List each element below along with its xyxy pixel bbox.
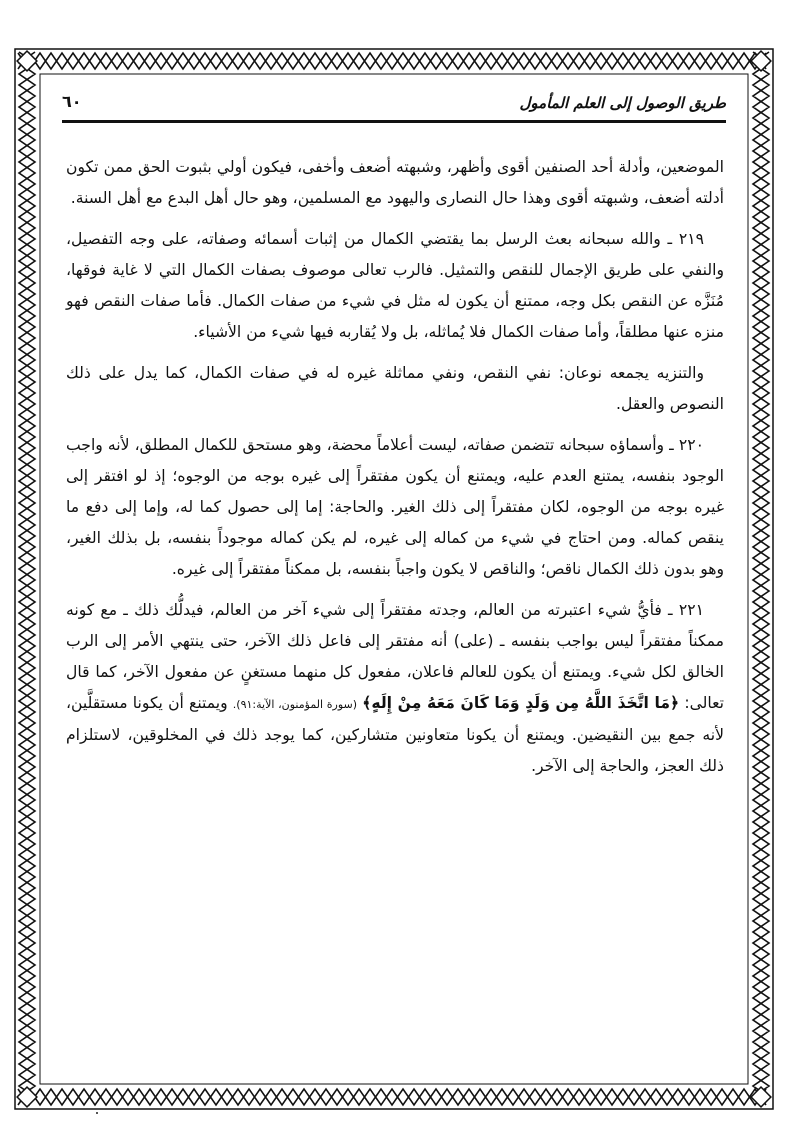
paragraph-text: ٢٢١ ـ فأيُّ شيء اعتبرته من العالم، وجدته مفتقراً إلى شيء آخر من العالم، فيدلُّك ذلك ـ مع كونه ممكناً مفتقراً ليس بواجب بنفسه ـ (على) أنه مفتقر إلى فاعل ذلك الآخر، حتى ينتهي الأمر إلى الرب الخالق لكل شيء. ويمتنع أن يكون للعالم فاعلان، مفعول كل منهما مستغنٍ عن مفعول الآخر، كما قال تعالى: [66, 601, 724, 712]
paragraph-text: ويمتنع أن يكونا مستقلَّين، لأنه جمع بين النقيضين. ويمتنع أن يكونا متعاونين متشاركين، كما يوجد ذلك في المخلوقين، لاستلزام ذلك العجز، والحاجة إلى الآخر. [66, 694, 724, 775]
running-title: طريق الوصول إلى العلم المأمول [519, 94, 726, 112]
scan-speck [96, 1112, 98, 1114]
page-body [66, 152, 724, 792]
verse-reference: (سورة المؤمنون، الآية:٩١). [232, 698, 358, 711]
paragraph: الموضعين، وأدلة أحد الصنفين أقوى وأظهر، وشبهته أضعف وأخفى، فيكون أولي بثبوت الحق ممن تكون أدلته أضعف، وشبهته أقوى وهذا حال النصارى واليهود مع المسلمين، وهو حال أهل البدع مع أهل السنة. [66, 158, 724, 207]
page-number: ٦٠ [62, 92, 82, 111]
paragraph-221 [66, 595, 724, 782]
page-header [62, 88, 726, 122]
quran-verse: ﴿مَا اتَّخَذَ اللَّهُ مِن وَلَدٍ وَمَا كَانَ مَعَهُ مِنْ إِلَهٍ﴾ [362, 694, 680, 712]
paragraph-219: ٢١٩ ـ والله سبحانه بعث الرسل بما يقتضي الكمال من إثبات أسمائه وصفاته، على وجه التفصيل، والنفي على طريق الإجمال للنقص والتمثيل. فالرب تعالى موصوف بصفات الكمال التي لا غاية فوقها، مُنَزَّه عن النقص بكل وجه، ممتنع أن يكون له مثل في شيء من صفات الكمال. فأما صفات النقص فهو منزه عنها مطلقاً، وأما صفات الكمال فلا يُماثله، بل ولا يُقاربه فيها شيء من الأشياء. [66, 230, 724, 341]
paragraph-220: ٢٢٠ ـ وأسماؤه سبحانه تتضمن صفاته، ليست أعلاماً محضة، وهو مستحق للكمال المطلق، لأنه واجب الوجود بنفسه، يمتنع العدم عليه، ويمتنع أن يكون مفتقراً إلى غيره بوجه من الوجوه؛ إذ لو افتقر إلى غيره بوجه من الوجوه، لكان مفتقراً إلى ذلك الغير. والحاجة: إما إلى حصول كما له، وإما إلى دفع ما ينقص كماله. ومن احتاج في شيء من كماله إلى غيره، لم يكن كماله موجوداً بنفسه، بل بذلك الغير، وهو بدون ذلك الكمال ناقص؛ والناقص لا يكون واجباً بنفسه، بل ممكناً مفتقراً إلى غيره. [66, 436, 724, 578]
paragraph-219-continued: والتنزيه يجمعه نوعان: نفي النقص، ونفي مماثلة غيره له في صفات الكمال، كما يدل على ذلك النصوص والعقل. [66, 364, 724, 413]
header-rule [62, 120, 726, 123]
